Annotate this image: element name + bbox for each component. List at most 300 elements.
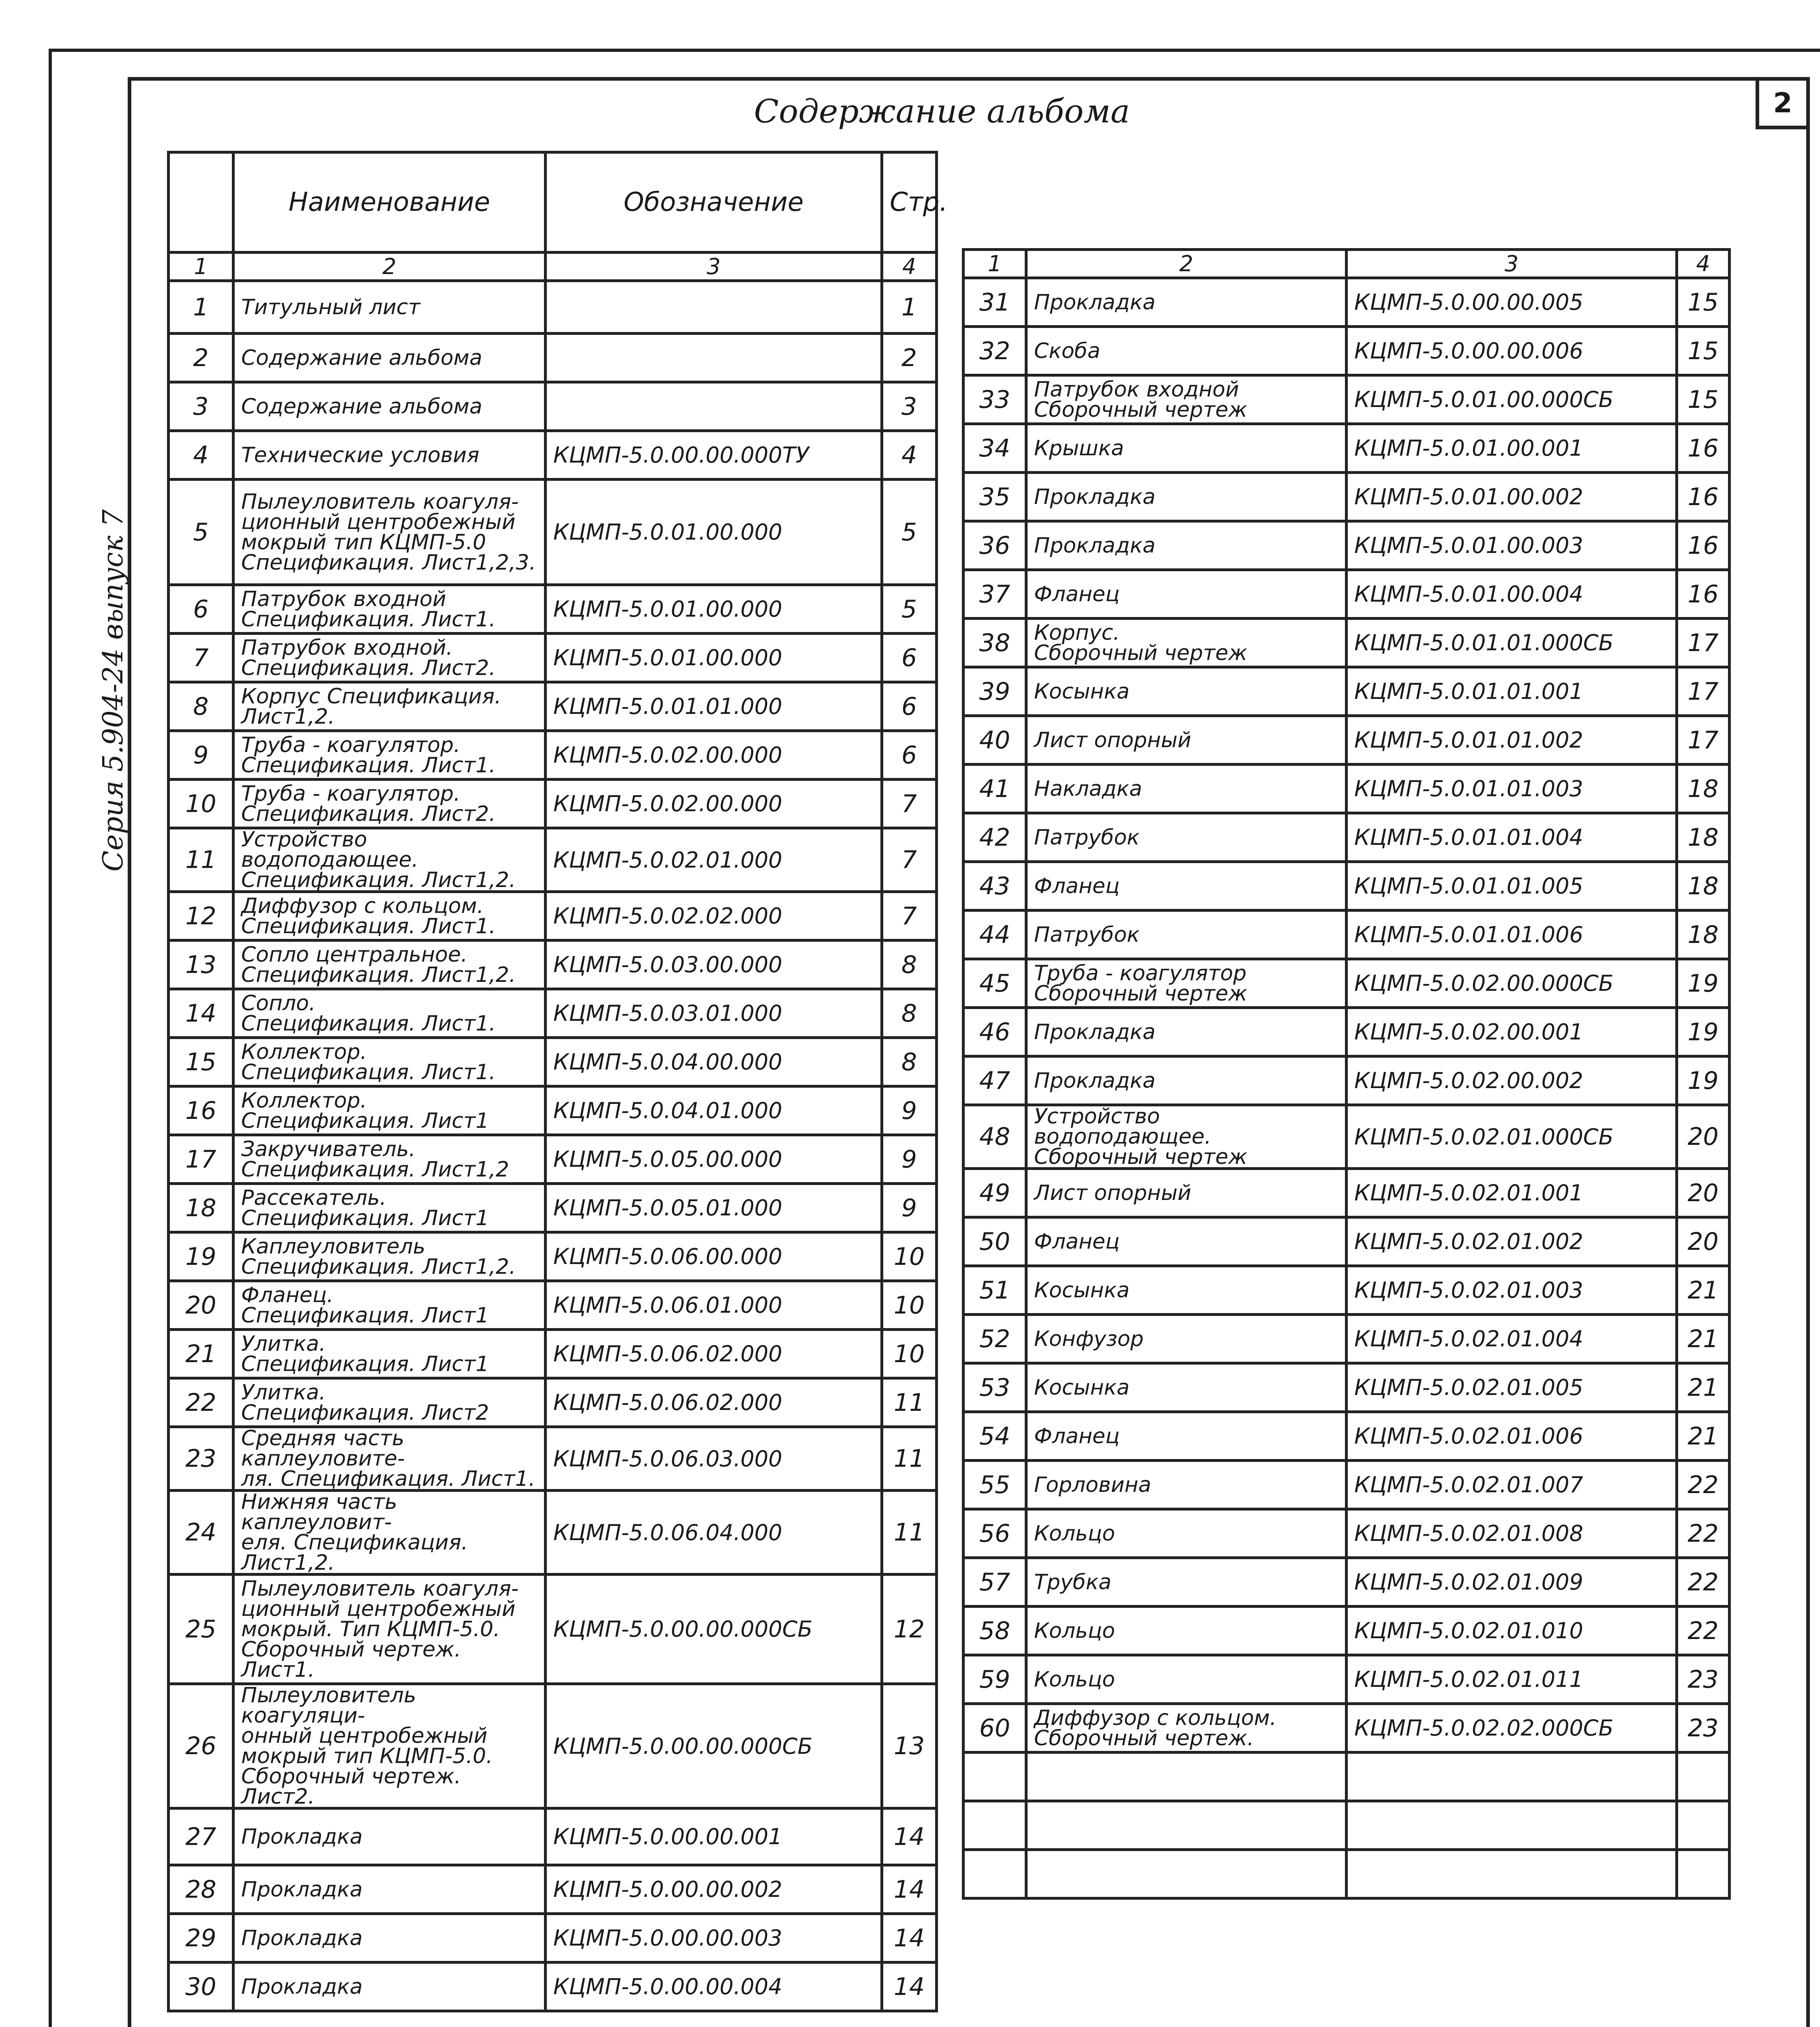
row-name: Конфузор: [1026, 1315, 1347, 1363]
page-title: Содержание альбома: [754, 92, 1130, 130]
row-name: Диффузор с кольцом. Спецификация. Лист1.: [233, 892, 546, 941]
row-page: 20: [1677, 1169, 1730, 1217]
row-code: КЦМП-5.0.01.00.000СБ: [1347, 375, 1677, 424]
row-code: КЦМП-5.0.02.01.000: [546, 828, 882, 892]
row-number: 38: [964, 619, 1026, 667]
row-number: 13: [169, 941, 233, 989]
row-page: 16: [1677, 521, 1730, 570]
row-name: Прокладка: [1026, 278, 1347, 327]
row-page: 17: [1677, 716, 1730, 765]
row-code: КЦМП-5.0.02.00.000: [546, 780, 882, 828]
table-row: [964, 1704, 1730, 1753]
row-code: [546, 334, 882, 382]
row-page: 20: [1677, 1217, 1730, 1266]
row-number: 14: [169, 989, 233, 1038]
row-code: КЦМП-5.0.00.00.002: [546, 1865, 882, 1914]
row-name: Пылеуловитель коагуляци- онный центробежный мокрый тип КЦМП-5.0. Сборочный чертеж. Лист2.: [233, 1684, 546, 1808]
row-name: Средняя часть каплеуловите- ля. Спецификация. Лист1.: [233, 1427, 546, 1491]
row-number: 56: [964, 1509, 1026, 1558]
table-row: [169, 780, 937, 828]
table-row: [964, 1105, 1730, 1169]
table-row: [964, 716, 1730, 765]
column-index: 2: [1026, 250, 1347, 278]
row-page: 5: [882, 585, 937, 634]
row-code: КЦМП-5.0.00.00.000СБ: [546, 1575, 882, 1684]
row-code: КЦМП-5.0.01.01.004: [1347, 813, 1677, 862]
table-row: [169, 731, 937, 780]
table-row: [169, 989, 937, 1038]
row-name: Фланец: [1026, 1217, 1347, 1266]
row-name: Прокладка: [233, 1963, 546, 2011]
row-page: 14: [882, 1865, 937, 1914]
table-row: [964, 1217, 1730, 1266]
row-number: 15: [169, 1038, 233, 1086]
table-row: [169, 1684, 937, 1808]
row-code: КЦМП-5.0.02.01.006: [1347, 1412, 1677, 1461]
table-row: [964, 1266, 1730, 1315]
row-page: 6: [882, 682, 937, 731]
row-code: КЦМП-5.0.00.00.000ТУ: [546, 431, 882, 480]
row-number: 42: [964, 813, 1026, 862]
row-code: КЦМП-5.0.01.01.006: [1347, 911, 1677, 959]
row-name: Накладка: [1026, 765, 1347, 813]
row-code: КЦМП-5.0.02.01.010: [1347, 1607, 1677, 1655]
row-number: 34: [964, 424, 1026, 473]
row-code: КЦМП-5.0.02.01.004: [1347, 1315, 1677, 1363]
row-page: 20: [1677, 1105, 1730, 1169]
table-row: [964, 1509, 1730, 1558]
row-name: Прокладка: [233, 1808, 546, 1865]
row-number: [964, 1850, 1026, 1898]
row-number: 30: [169, 1963, 233, 2011]
row-number: 59: [964, 1655, 1026, 1704]
table-row: [964, 1850, 1730, 1898]
table-row: [964, 1315, 1730, 1363]
row-number: 40: [964, 716, 1026, 765]
row-page: 16: [1677, 424, 1730, 473]
row-name: Титульный лист: [233, 281, 546, 334]
row-name: Корпус Спецификация. Лист1,2.: [233, 682, 546, 731]
table-row: [169, 1427, 937, 1491]
row-code: КЦМП-5.0.01.00.002: [1347, 473, 1677, 521]
table-row: [964, 1412, 1730, 1461]
contents-table-right: [962, 248, 1731, 1900]
row-code: КЦМП-5.0.01.01.001: [1347, 667, 1677, 716]
row-code: КЦМП-5.0.00.00.003: [546, 1914, 882, 1963]
row-page: 12: [882, 1575, 937, 1684]
table-row: [964, 278, 1730, 327]
row-page: 9: [882, 1135, 937, 1184]
row-code: КЦМП-5.0.05.01.000: [546, 1184, 882, 1232]
table-row: [964, 1056, 1730, 1105]
row-page: [1677, 1850, 1730, 1898]
row-page: 7: [882, 828, 937, 892]
table-row: [169, 1038, 937, 1086]
row-code: КЦМП-5.0.02.01.000СБ: [1347, 1105, 1677, 1169]
column-index: 4: [1677, 250, 1730, 278]
left-rows: [169, 281, 937, 2011]
row-code: КЦМП-5.0.01.00.003: [1347, 521, 1677, 570]
table-row: [169, 1865, 937, 1914]
row-page: 10: [882, 1281, 937, 1330]
row-page: 8: [882, 1038, 937, 1086]
row-number: 52: [964, 1315, 1026, 1363]
column-index: 2: [233, 253, 546, 281]
row-name: Пылеуловитель коагуля- ционный центробежный мокрый. Тип КЦМП-5.0. Сборочный чертеж. Лист1.: [233, 1575, 546, 1684]
row-page: 18: [1677, 911, 1730, 959]
table-row: [169, 382, 937, 431]
table-row: [964, 813, 1730, 862]
row-number: 32: [964, 327, 1026, 375]
table-row: [169, 1378, 937, 1427]
row-code: КЦМП-5.0.06.04.000: [546, 1491, 882, 1575]
row-number: 19: [169, 1232, 233, 1281]
row-name: Прокладка: [233, 1914, 546, 1963]
row-name: Фланец: [1026, 1412, 1347, 1461]
row-name: Закручиватель. Спецификация. Лист1,2: [233, 1135, 546, 1184]
row-name: Косынка: [1026, 667, 1347, 716]
row-number: 3: [169, 382, 233, 431]
table-row: [964, 1461, 1730, 1509]
row-name: Содержание альбома: [233, 334, 546, 382]
table-row: [169, 828, 937, 892]
row-name: Кольцо: [1026, 1509, 1347, 1558]
table-row: [964, 1558, 1730, 1607]
row-name: Косынка: [1026, 1363, 1347, 1412]
row-number: 48: [964, 1105, 1026, 1169]
row-number: 53: [964, 1363, 1026, 1412]
row-number: 50: [964, 1217, 1026, 1266]
row-number: 17: [169, 1135, 233, 1184]
table-row: [169, 281, 937, 334]
row-page: 16: [1677, 473, 1730, 521]
row-number: 41: [964, 765, 1026, 813]
row-page: 8: [882, 941, 937, 989]
table-row: [169, 1086, 937, 1135]
row-name: Пылеуловитель коагуля- ционный центробежный мокрый тип КЦМП-5.0 Спецификация. Лист1,2,3.: [233, 480, 546, 585]
row-page: 22: [1677, 1558, 1730, 1607]
series-label: Серия 5.904-24 выпуск 7: [97, 509, 129, 872]
row-name: Патрубок входной Сборочный чертеж: [1026, 375, 1347, 424]
row-name: Скоба: [1026, 327, 1347, 375]
row-page: 21: [1677, 1363, 1730, 1412]
row-number: 1: [169, 281, 233, 334]
row-name: Корпус. Сборочный чертеж: [1026, 619, 1347, 667]
row-code: КЦМП-5.0.04.00.000: [546, 1038, 882, 1086]
row-number: 47: [964, 1056, 1026, 1105]
row-code: КЦМП-5.0.02.01.002: [1347, 1217, 1677, 1266]
row-code: КЦМП-5.0.06.03.000: [546, 1427, 882, 1491]
row-page: 15: [1677, 278, 1730, 327]
row-number: 4: [169, 431, 233, 480]
row-code: КЦМП-5.0.06.02.000: [546, 1330, 882, 1378]
row-code: [1347, 1850, 1677, 1898]
row-page: 17: [1677, 667, 1730, 716]
row-name: Прокладка: [1026, 1056, 1347, 1105]
row-page: 18: [1677, 813, 1730, 862]
row-page: 3: [882, 382, 937, 431]
row-number: 25: [169, 1575, 233, 1684]
row-name: Прокладка: [1026, 473, 1347, 521]
table-row: [964, 619, 1730, 667]
row-code: КЦМП-5.0.02.02.000: [546, 892, 882, 941]
header-page: Стр.: [882, 152, 937, 253]
row-name: Труба - коагулятор Сборочный чертеж: [1026, 959, 1347, 1008]
row-number: 46: [964, 1008, 1026, 1056]
row-page: 23: [1677, 1655, 1730, 1704]
table-row: [964, 375, 1730, 424]
table-row: [169, 1914, 937, 1963]
row-code: КЦМП-5.0.01.00.000: [546, 480, 882, 585]
row-code: КЦМП-5.0.02.01.009: [1347, 1558, 1677, 1607]
row-number: 33: [964, 375, 1026, 424]
row-code: КЦМП-5.0.02.01.007: [1347, 1461, 1677, 1509]
row-page: 21: [1677, 1315, 1730, 1363]
table-row: [169, 892, 937, 941]
table-row: [169, 585, 937, 634]
row-name: Прокладка: [1026, 1008, 1347, 1056]
table-row: [169, 682, 937, 731]
row-name: Рассекатель. Спецификация. Лист1: [233, 1184, 546, 1232]
row-code: КЦМП-5.0.02.01.003: [1347, 1266, 1677, 1315]
table-row: [964, 473, 1730, 521]
row-number: 10: [169, 780, 233, 828]
row-name: Устройство водоподающее. Сборочный чертеж: [1026, 1105, 1347, 1169]
row-number: 45: [964, 959, 1026, 1008]
table-row: [169, 1232, 937, 1281]
row-code: КЦМП-5.0.00.00.001: [546, 1808, 882, 1865]
row-number: 7: [169, 634, 233, 682]
row-code: КЦМП-5.0.06.02.000: [546, 1378, 882, 1427]
row-page: 14: [882, 1963, 937, 2011]
row-name: Фланец: [1026, 570, 1347, 619]
contents-table-left: [167, 151, 948, 2012]
row-number: 26: [169, 1684, 233, 1808]
header-name: Наименование: [233, 152, 546, 253]
row-code: КЦМП-5.0.01.00.004: [1347, 570, 1677, 619]
table-row: [964, 765, 1730, 813]
row-code: КЦМП-5.0.00.00.004: [546, 1963, 882, 2011]
header-code: Обозначение: [546, 152, 882, 253]
row-code: КЦМП-5.0.04.01.000: [546, 1086, 882, 1135]
row-page: 22: [1677, 1509, 1730, 1558]
row-number: 11: [169, 828, 233, 892]
row-page: 9: [882, 1086, 937, 1135]
row-name: Патрубок: [1026, 813, 1347, 862]
row-name: Кольцо: [1026, 1607, 1347, 1655]
row-number: 2: [169, 334, 233, 382]
row-page: 9: [882, 1184, 937, 1232]
row-name: Содержание альбома: [233, 382, 546, 431]
row-code: КЦМП-5.0.02.00.002: [1347, 1056, 1677, 1105]
row-number: 37: [964, 570, 1026, 619]
row-page: 21: [1677, 1412, 1730, 1461]
row-page: 8: [882, 989, 937, 1038]
header-number: [169, 152, 233, 253]
row-name: Фланец. Спецификация. Лист1: [233, 1281, 546, 1330]
row-name: Улитка. Спецификация. Лист1: [233, 1330, 546, 1378]
row-code: КЦМП-5.0.05.00.000: [546, 1135, 882, 1184]
row-code: КЦМП-5.0.01.00.000: [546, 634, 882, 682]
row-page: 4: [882, 431, 937, 480]
table-row: [964, 862, 1730, 911]
table-row: [964, 327, 1730, 375]
row-name: [1026, 1753, 1347, 1801]
row-page: 7: [882, 780, 937, 828]
table-row: [964, 570, 1730, 619]
row-code: КЦМП-5.0.01.01.002: [1347, 716, 1677, 765]
row-code: КЦМП-5.0.06.01.000: [546, 1281, 882, 1330]
row-code: КЦМП-5.0.01.01.000СБ: [1347, 619, 1677, 667]
row-page: 11: [882, 1491, 937, 1575]
row-page: 14: [882, 1808, 937, 1865]
row-number: 54: [964, 1412, 1026, 1461]
row-number: 27: [169, 1808, 233, 1865]
table-row: [964, 424, 1730, 473]
table-row: [964, 911, 1730, 959]
row-name: Горловина: [1026, 1461, 1347, 1509]
row-code: КЦМП-5.0.00.00.000СБ: [546, 1684, 882, 1808]
row-number: 36: [964, 521, 1026, 570]
row-page: 19: [1677, 959, 1730, 1008]
row-number: 29: [169, 1914, 233, 1963]
right-rows: [964, 278, 1730, 1898]
column-index-row: [169, 253, 937, 281]
row-page: 6: [882, 731, 937, 780]
row-name: Косынка: [1026, 1266, 1347, 1315]
row-name: Труба - коагулятор. Спецификация. Лист2.: [233, 780, 546, 828]
row-number: 5: [169, 480, 233, 585]
row-code: КЦМП-5.0.01.00.000: [546, 585, 882, 634]
row-number: [964, 1753, 1026, 1801]
table-row: [964, 521, 1730, 570]
table-row: [964, 667, 1730, 716]
row-name: Диффузор с кольцом. Сборочный чертеж.: [1026, 1704, 1347, 1753]
row-number: 58: [964, 1607, 1026, 1655]
row-page: 18: [1677, 765, 1730, 813]
table-row: [964, 1008, 1730, 1056]
row-code: КЦМП-5.0.02.00.000СБ: [1347, 959, 1677, 1008]
table-row: [169, 480, 937, 585]
row-code: КЦМП-5.0.00.00.006: [1347, 327, 1677, 375]
table-row: [169, 431, 937, 480]
row-number: 23: [169, 1427, 233, 1491]
row-page: 15: [1677, 375, 1730, 424]
table-row: [169, 1135, 937, 1184]
row-code: КЦМП-5.0.01.01.000: [546, 682, 882, 731]
row-number: 35: [964, 473, 1026, 521]
table-row: [169, 941, 937, 989]
table-row: [169, 1281, 937, 1330]
table-row: [169, 1963, 937, 2011]
column-index: 3: [1347, 250, 1677, 278]
row-page: 22: [1677, 1461, 1730, 1509]
row-code: [546, 281, 882, 334]
row-number: 51: [964, 1266, 1026, 1315]
row-number: 55: [964, 1461, 1026, 1509]
row-code: КЦМП-5.0.03.01.000: [546, 989, 882, 1038]
table-row: [169, 1330, 937, 1378]
row-name: Труба - коагулятор. Спецификация. Лист1.: [233, 731, 546, 780]
column-index: 1: [964, 250, 1026, 278]
row-name: Лист опорный: [1026, 1169, 1347, 1217]
row-page: 15: [1677, 327, 1730, 375]
row-code: КЦМП-5.0.00.00.005: [1347, 278, 1677, 327]
table-row: [964, 1801, 1730, 1850]
row-page: [1677, 1753, 1730, 1801]
row-page: 11: [882, 1378, 937, 1427]
row-name: Коллектор. Спецификация. Лист1.: [233, 1038, 546, 1086]
row-code: [1347, 1753, 1677, 1801]
row-name: [1026, 1801, 1347, 1850]
row-name: Устройство водоподающее. Спецификация. Лист1,2.: [233, 828, 546, 892]
row-name: Нижняя часть каплеуловит- еля. Спецификация. Лист1,2.: [233, 1491, 546, 1575]
table-row: [964, 1655, 1730, 1704]
row-name: Технические условия: [233, 431, 546, 480]
row-number: 28: [169, 1865, 233, 1914]
row-page: 6: [882, 634, 937, 682]
row-name: Патрубок входной Спецификация. Лист1.: [233, 585, 546, 634]
row-name: Коллектор. Спецификация. Лист1: [233, 1086, 546, 1135]
row-number: 49: [964, 1169, 1026, 1217]
row-number: 31: [964, 278, 1026, 327]
row-code: КЦМП-5.0.02.01.011: [1347, 1655, 1677, 1704]
table-row: [169, 1808, 937, 1865]
row-page: 19: [1677, 1056, 1730, 1105]
row-page: 5: [882, 480, 937, 585]
row-code: КЦМП-5.0.02.00.000: [546, 731, 882, 780]
row-code: КЦМП-5.0.01.00.001: [1347, 424, 1677, 473]
row-number: 21: [169, 1330, 233, 1378]
row-number: 44: [964, 911, 1026, 959]
column-index: 3: [546, 253, 882, 281]
row-name: Каплеуловитель Спецификация. Лист1,2.: [233, 1232, 546, 1281]
table-row: [169, 634, 937, 682]
table-header-row: [169, 152, 937, 253]
row-number: 43: [964, 862, 1026, 911]
row-name: Кольцо: [1026, 1655, 1347, 1704]
row-number: 6: [169, 585, 233, 634]
row-number: 39: [964, 667, 1026, 716]
row-page: 16: [1677, 570, 1730, 619]
table-row: [169, 1575, 937, 1684]
table-row: [964, 1363, 1730, 1412]
row-page: 23: [1677, 1704, 1730, 1753]
row-name: Патрубок входной. Спецификация. Лист2.: [233, 634, 546, 682]
row-page: 21: [1677, 1266, 1730, 1315]
row-code: КЦМП-5.0.02.01.005: [1347, 1363, 1677, 1412]
row-name: Фланец: [1026, 862, 1347, 911]
row-page: 7: [882, 892, 937, 941]
row-code: КЦМП-5.0.03.00.000: [546, 941, 882, 989]
row-name: Прокладка: [1026, 521, 1347, 570]
table-row: [169, 1184, 937, 1232]
row-number: 9: [169, 731, 233, 780]
row-page: 17: [1677, 619, 1730, 667]
row-number: 57: [964, 1558, 1026, 1607]
row-name: Прокладка: [233, 1865, 546, 1914]
table-row: [169, 1491, 937, 1575]
row-name: Улитка. Спецификация. Лист2: [233, 1378, 546, 1427]
row-page: 10: [882, 1232, 937, 1281]
table-row: [964, 1753, 1730, 1801]
row-page: 14: [882, 1914, 937, 1963]
table-row: [964, 959, 1730, 1008]
row-page: 2: [882, 334, 937, 382]
row-code: [546, 382, 882, 431]
row-name: Крышка: [1026, 424, 1347, 473]
row-code: КЦМП-5.0.01.01.003: [1347, 765, 1677, 813]
